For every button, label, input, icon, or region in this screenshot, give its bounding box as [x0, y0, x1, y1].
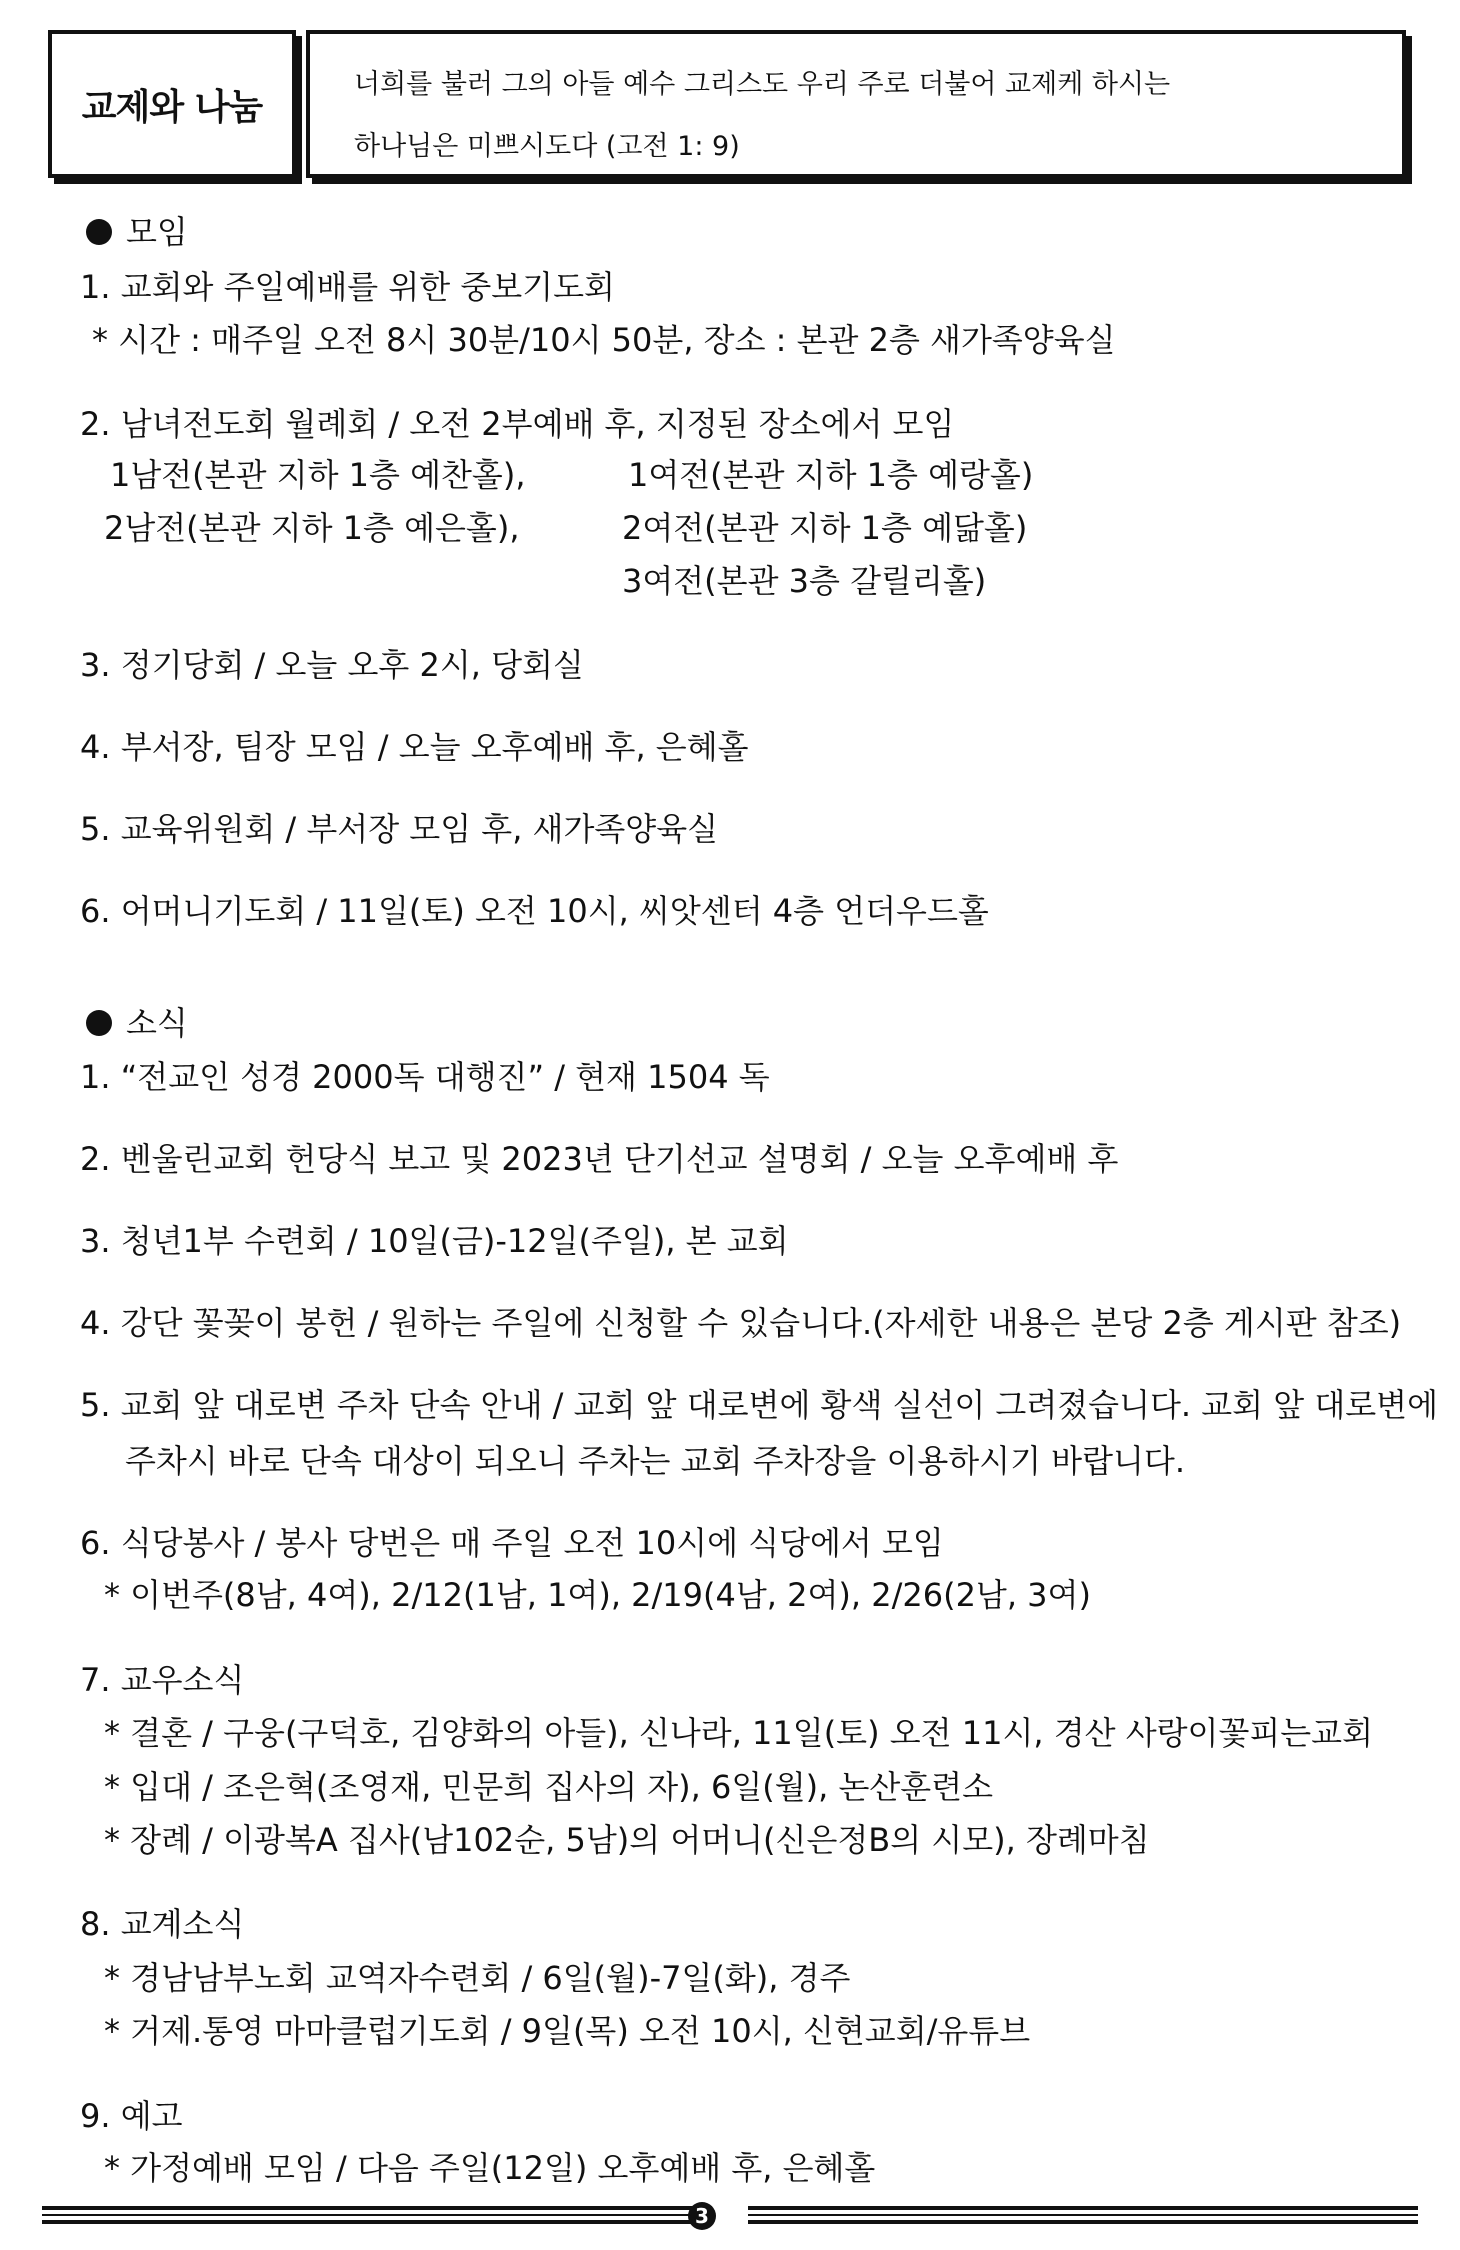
section-title-box [48, 30, 296, 178]
news-item: 1. “전교인 성경 2000독 대행진” / 현재 1504 독 [80, 1058, 770, 1096]
footer-rule-left-bottom [42, 2220, 712, 2224]
meeting-item: 1. 교회와 주일예배를 위한 중보기도회 [80, 268, 615, 306]
news-heading: 소식 [80, 1003, 188, 1043]
news-detail: * 경남남부노회 교역자수련회 / 6일(월)-7일(화), 경주 [104, 1959, 851, 1997]
page-number: 3 [688, 2202, 716, 2230]
meeting-location: 2여전(본관 지하 1층 예닮홀) [622, 509, 1028, 547]
news-item: 3. 청년1부 수련회 / 10일(금)-12일(주일), 본 교회 [80, 1222, 789, 1260]
news-detail: * 이번주(8남, 4여), 2/12(1남, 1여), 2/19(4남, 2여), 2/26(2남, 3여) [104, 1576, 1091, 1614]
meeting-item: 2. 남녀전도회 월례회 / 오전 2부예배 후, 지정된 장소에서 모임 [80, 405, 955, 443]
news-item: 2. 벤울린교회 헌당식 보고 및 2023년 단기선교 설명회 / 오늘 오후예배 후 [80, 1140, 1119, 1178]
news-detail: * 거제.통영 마마클럽기도회 / 9일(목) 오전 10시, 신현교회/유튜브 [104, 2012, 1031, 2050]
news-detail: * 장례 / 이광복A 집사(남102순, 5남)의 어머니(신은정B의 시모), 장례마침 [104, 1821, 1150, 1859]
footer-rule-right-thin [748, 2214, 1418, 2216]
meeting-item: 3. 정기당회 / 오늘 오후 2시, 당회실 [80, 646, 584, 684]
news-item: 8. 교계소식 [80, 1905, 245, 1943]
meeting-item: 6. 어머니기도회 / 11일(토) 오전 10시, 씨앗센터 4층 언더우드홀 [80, 892, 989, 930]
footer-rule-right-bottom [748, 2220, 1418, 2224]
verse-line-2: 하나님은 미쁘시도다 (고전 1: 9) [354, 131, 740, 162]
meeting-item: 5. 교육위원회 / 부서장 모임 후, 새가족양육실 [80, 810, 719, 848]
meeting-location: 2남전(본관 지하 1층 예은홀), [104, 509, 520, 547]
news-item: 5. 교회 앞 대로변 주차 단속 안내 / 교회 앞 대로변에 황색 실선이 그려졌습니다. 교회 앞 대로변에 [80, 1386, 1438, 1424]
bullet-icon [86, 1010, 112, 1036]
news-item: 4. 강단 꽃꽂이 봉헌 / 원하는 주일에 신청할 수 있습니다.(자세한 내용은 본당 2층 게시판 참조) [80, 1304, 1402, 1342]
bullet-icon [86, 219, 112, 245]
footer-rule-right [748, 2206, 1418, 2210]
news-detail: * 결혼 / 구웅(구덕호, 김양화의 아들), 신나라, 11일(토) 오전 11시, 경산 사랑이꽃피는교회 [104, 1714, 1374, 1752]
meeting-detail: * 시간 : 매주일 오전 8시 30분/10시 50분, 장소 : 본관 2층 새가족양육실 [92, 321, 1116, 359]
footer-rule-left-thin [42, 2214, 712, 2216]
footer-rule-left [42, 2206, 712, 2210]
meeting-location: 3여전(본관 3층 갈릴리홀) [622, 562, 987, 600]
meeting-location: 1여전(본관 지하 1층 예랑홀) [628, 456, 1034, 494]
meeting-item: 4. 부서장, 팀장 모임 / 오늘 오후예배 후, 은혜홀 [80, 728, 749, 766]
header [48, 30, 1413, 180]
news-detail: * 가정예배 모임 / 다음 주일(12일) 오후예배 후, 은혜홀 [104, 2149, 876, 2187]
news-item: 7. 교우소식 [80, 1661, 245, 1699]
news-item: 6. 식당봉사 / 봉사 당번은 매 주일 오전 10시에 식당에서 모임 [80, 1524, 944, 1562]
news-item-continued: 주차시 바로 단속 대상이 되오니 주차는 교회 주차장을 이용하시기 바랍니다. [125, 1442, 1185, 1480]
meeting-location: 1남전(본관 지하 1층 예찬홀), [110, 456, 526, 494]
news-detail: * 입대 / 조은혁(조영재, 민문희 집사의 자), 6일(월), 논산훈련소 [104, 1768, 994, 1806]
section-title: 교제와 나눔 [81, 86, 263, 128]
bible-verse-box [306, 30, 1406, 178]
meetings-heading: 모임 [80, 212, 188, 252]
news-item: 9. 예고 [80, 2097, 183, 2135]
verse-line-1: 너희를 불러 그의 아들 예수 그리스도 우리 주로 더불어 교제케 하시는 [354, 69, 1171, 100]
